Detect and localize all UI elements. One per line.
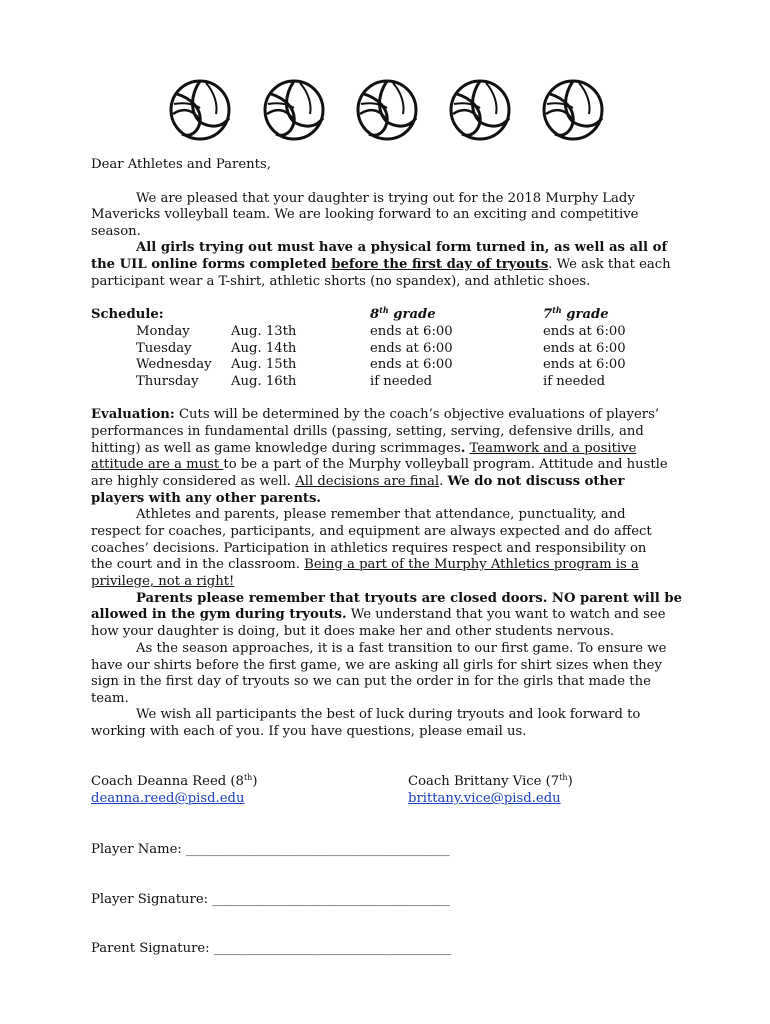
volleyball-icon	[448, 78, 512, 142]
closing-line: working with each of you. If you have questions, please email us.	[91, 724, 527, 739]
schedule-date: Aug. 13th	[231, 324, 297, 339]
schedule-date: Aug. 16th	[231, 374, 297, 389]
closed-doors-line: allowed in the gym during tryouts. We understand that you want to watch and see	[91, 607, 666, 622]
shirts-line: sign in the first day of tryouts so we can put the order in for the girls that made the	[91, 674, 651, 689]
coach-name: Coach Brittany Vice (7th)	[408, 773, 573, 789]
evaluation-line: attitude are a must to be a part of the Murphy volleyball program. Attitude and hustle	[91, 457, 668, 472]
respect-line: coaches’ decisions. Participation in athletics requires respect and responsibility on	[91, 541, 647, 556]
shirts-line: As the season approaches, it is a fast transition to our first game. To ensure we	[136, 641, 667, 656]
respect-line: privilege, not a right!	[91, 574, 235, 589]
evaluation-line: are highly considered as well. All decisions are final. We do not discuss other	[91, 474, 625, 489]
physical-form-notice: the UIL online forms completed before the first day of tryouts. We ask that each	[91, 257, 671, 272]
schedule-8th: if needed	[370, 374, 433, 389]
volleyball-icon	[262, 78, 326, 142]
schedule-7th: if needed	[543, 374, 606, 389]
player-name-field[interactable]: Player Name: ________________________________________	[91, 842, 450, 857]
schedule-8th: ends at 6:00	[370, 324, 453, 339]
intro-line: We are pleased that your daughter is trying out for the 2018 Murphy Lady	[136, 191, 635, 206]
schedule-day: Thursday	[136, 374, 199, 389]
volleyball-icon	[168, 78, 232, 142]
closed-doors-line: Parents please remember that tryouts are closed doors. NO parent will be	[136, 591, 682, 606]
evaluation-line: Evaluation: Cuts will be determined by the coach’s objective evaluations of players’	[91, 407, 660, 422]
respect-line: respect for coaches, participants, and equipment are always expected and do affect	[91, 524, 652, 539]
volleyball-icon-row	[0, 78, 770, 144]
schedule-7th: ends at 6:00	[543, 324, 626, 339]
grade-8-header: 8th grade	[370, 305, 436, 322]
salutation: Dear Athletes and Parents,	[91, 157, 271, 172]
shirts-line: have our shirts before the first game, we are asking all girls for shirt sizes when they	[91, 658, 662, 673]
evaluation-line: players with any other parents.	[91, 491, 322, 506]
coach-name: Coach Deanna Reed (8th)	[91, 773, 258, 789]
physical-form-notice: All girls trying out must have a physical form turned in, as well as all of	[136, 240, 668, 255]
intro-line: Mavericks volleyball team. We are looking forward to an exciting and competitive	[91, 207, 639, 222]
attire-line: participant wear a T-shirt, athletic shorts (no spandex), and athletic shoes.	[91, 274, 591, 289]
deadline-text: before the first day of tryouts	[331, 257, 549, 272]
schedule-day: Monday	[136, 324, 190, 339]
player-signature-field[interactable]: Player Signature: ____________________________________	[91, 892, 450, 907]
coach-email-link[interactable]: deanna.reed@pisd.edu	[91, 791, 245, 806]
schedule-8th: ends at 6:00	[370, 357, 453, 372]
schedule-date: Aug. 15th	[231, 357, 297, 372]
closed-doors-line: how your daughter is doing, but it does make her and other students nervous.	[91, 624, 615, 639]
schedule-7th: ends at 6:00	[543, 357, 626, 372]
grade-7-header: 7th grade	[543, 305, 609, 322]
evaluation-label: Evaluation:	[91, 407, 175, 422]
respect-line: the court and in the classroom. Being a part of the Murphy Athletics program is a	[91, 557, 639, 572]
schedule-day: Wednesday	[136, 357, 212, 372]
schedule-label: Schedule:	[91, 307, 164, 322]
shirts-line: team.	[91, 691, 129, 706]
schedule-7th: ends at 6:00	[543, 341, 626, 356]
parent-signature-field[interactable]: Parent Signature: ____________________________________	[91, 941, 452, 956]
volleyball-icon	[541, 78, 605, 142]
schedule-day: Tuesday	[136, 341, 192, 356]
schedule-date: Aug. 14th	[231, 341, 297, 356]
evaluation-line: hitting) as well as game knowledge during scrimmages. Teamwork and a positive	[91, 441, 637, 456]
coach-email-link[interactable]: brittany.vice@pisd.edu	[408, 791, 561, 806]
intro-line: season.	[91, 224, 141, 239]
schedule-8th: ends at 6:00	[370, 341, 453, 356]
evaluation-line: performances in fundamental drills (passing, setting, serving, defensive drills, and	[91, 424, 644, 439]
volleyball-icon	[355, 78, 419, 142]
respect-line: Athletes and parents, please remember that attendance, punctuality, and	[136, 507, 626, 522]
closing-line: We wish all participants the best of luck during tryouts and look forward to	[136, 707, 641, 722]
